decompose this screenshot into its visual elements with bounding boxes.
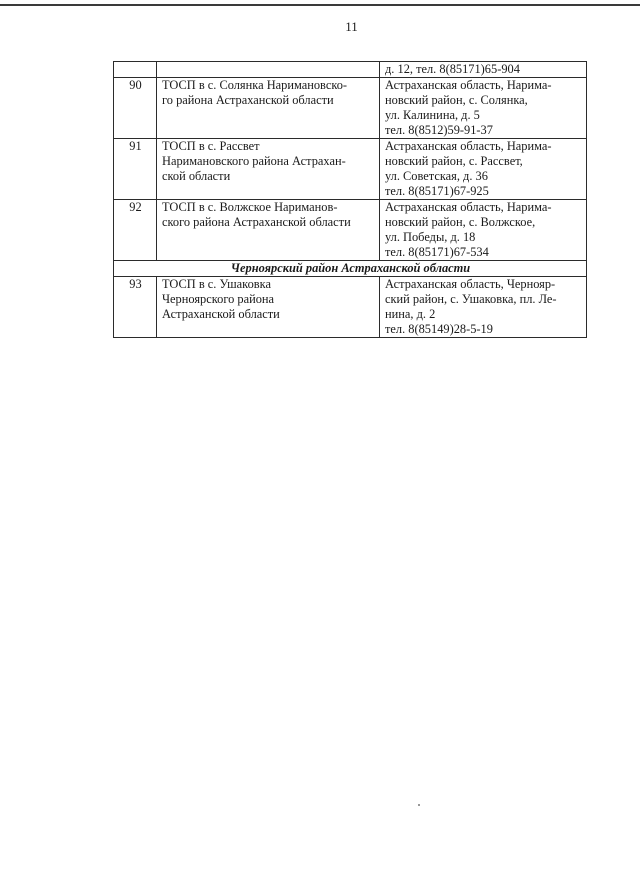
office-name-line: ТОСП в с. Солянка Наримановско- [162, 78, 348, 92]
offices-table [113, 61, 587, 338]
address-line: новский район, с. Солянка, [385, 93, 528, 107]
section-title: Черноярский район Астраханской области [114, 261, 587, 277]
address-cell [380, 62, 587, 78]
address-cell [380, 200, 587, 261]
address-line: д. 12, тел. 8(85171)65-904 [385, 62, 520, 76]
office-name-cell [157, 78, 380, 139]
address-line: тел. 8(85171)67-534 [385, 245, 489, 259]
office-name-line: ской области [162, 169, 231, 183]
office-name-cell [157, 200, 380, 261]
address-cell [380, 139, 587, 200]
address-line: новский район, с. Волжское, [385, 215, 536, 229]
table-row [114, 139, 587, 200]
address-line: ул. Победы, д. 18 [385, 230, 476, 244]
address-line: ул. Калинина, д. 5 [385, 108, 480, 122]
office-name-line: ТОСП в с. Волжское Нариманов- [162, 200, 338, 214]
address-cell [380, 277, 587, 338]
section-header-row [114, 261, 587, 277]
office-name-cell [157, 139, 380, 200]
office-name-cell [157, 277, 380, 338]
table-row [114, 78, 587, 139]
office-name-line: Астраханской области [162, 307, 280, 321]
table-row [114, 200, 587, 261]
page-number: 11 [345, 19, 358, 34]
address-line: нина, д. 2 [385, 307, 436, 321]
row-number: 90 [114, 78, 157, 139]
scan-top-edge [0, 4, 640, 6]
office-name-cell [157, 62, 380, 78]
row-number: 93 [114, 277, 157, 338]
office-name-line [162, 62, 375, 77]
address-line: тел. 8(85149)28-5-19 [385, 322, 493, 336]
row-number: 92 [114, 200, 157, 261]
table-row [114, 62, 587, 78]
address-line: тел. 8(8512)59-91-37 [385, 123, 493, 137]
address-line: Астраханская область, Нарима- [385, 200, 552, 214]
office-name-line: Наримановского района Астрахан- [162, 154, 346, 168]
offices-table-body [114, 62, 587, 338]
address-line: Астраханская область, Чернояр- [385, 277, 556, 291]
office-name-line: Черноярского района [162, 292, 275, 306]
address-line: Астраханская область, Нарима- [385, 139, 552, 153]
table-row [114, 277, 587, 338]
address-line: Астраханская область, Нарима- [385, 78, 552, 92]
row-number: 91 [114, 139, 157, 200]
office-name-line: го района Астраханской области [162, 93, 334, 107]
address-line: новский район, с. Рассвет, [385, 154, 523, 168]
address-line: ский район, с. Ушаковка, пл. Ле- [385, 292, 557, 306]
row-number [114, 62, 157, 78]
office-name-line: ТОСП в с. Ушаковка [162, 277, 271, 291]
office-name-line: ского района Астраханской области [162, 215, 351, 229]
address-line: тел. 8(85171)67-925 [385, 184, 489, 198]
address-line: ул. Советская, д. 36 [385, 169, 488, 183]
scan-speck [418, 804, 420, 806]
address-cell [380, 78, 587, 139]
office-name-line: ТОСП в с. Рассвет [162, 139, 260, 153]
